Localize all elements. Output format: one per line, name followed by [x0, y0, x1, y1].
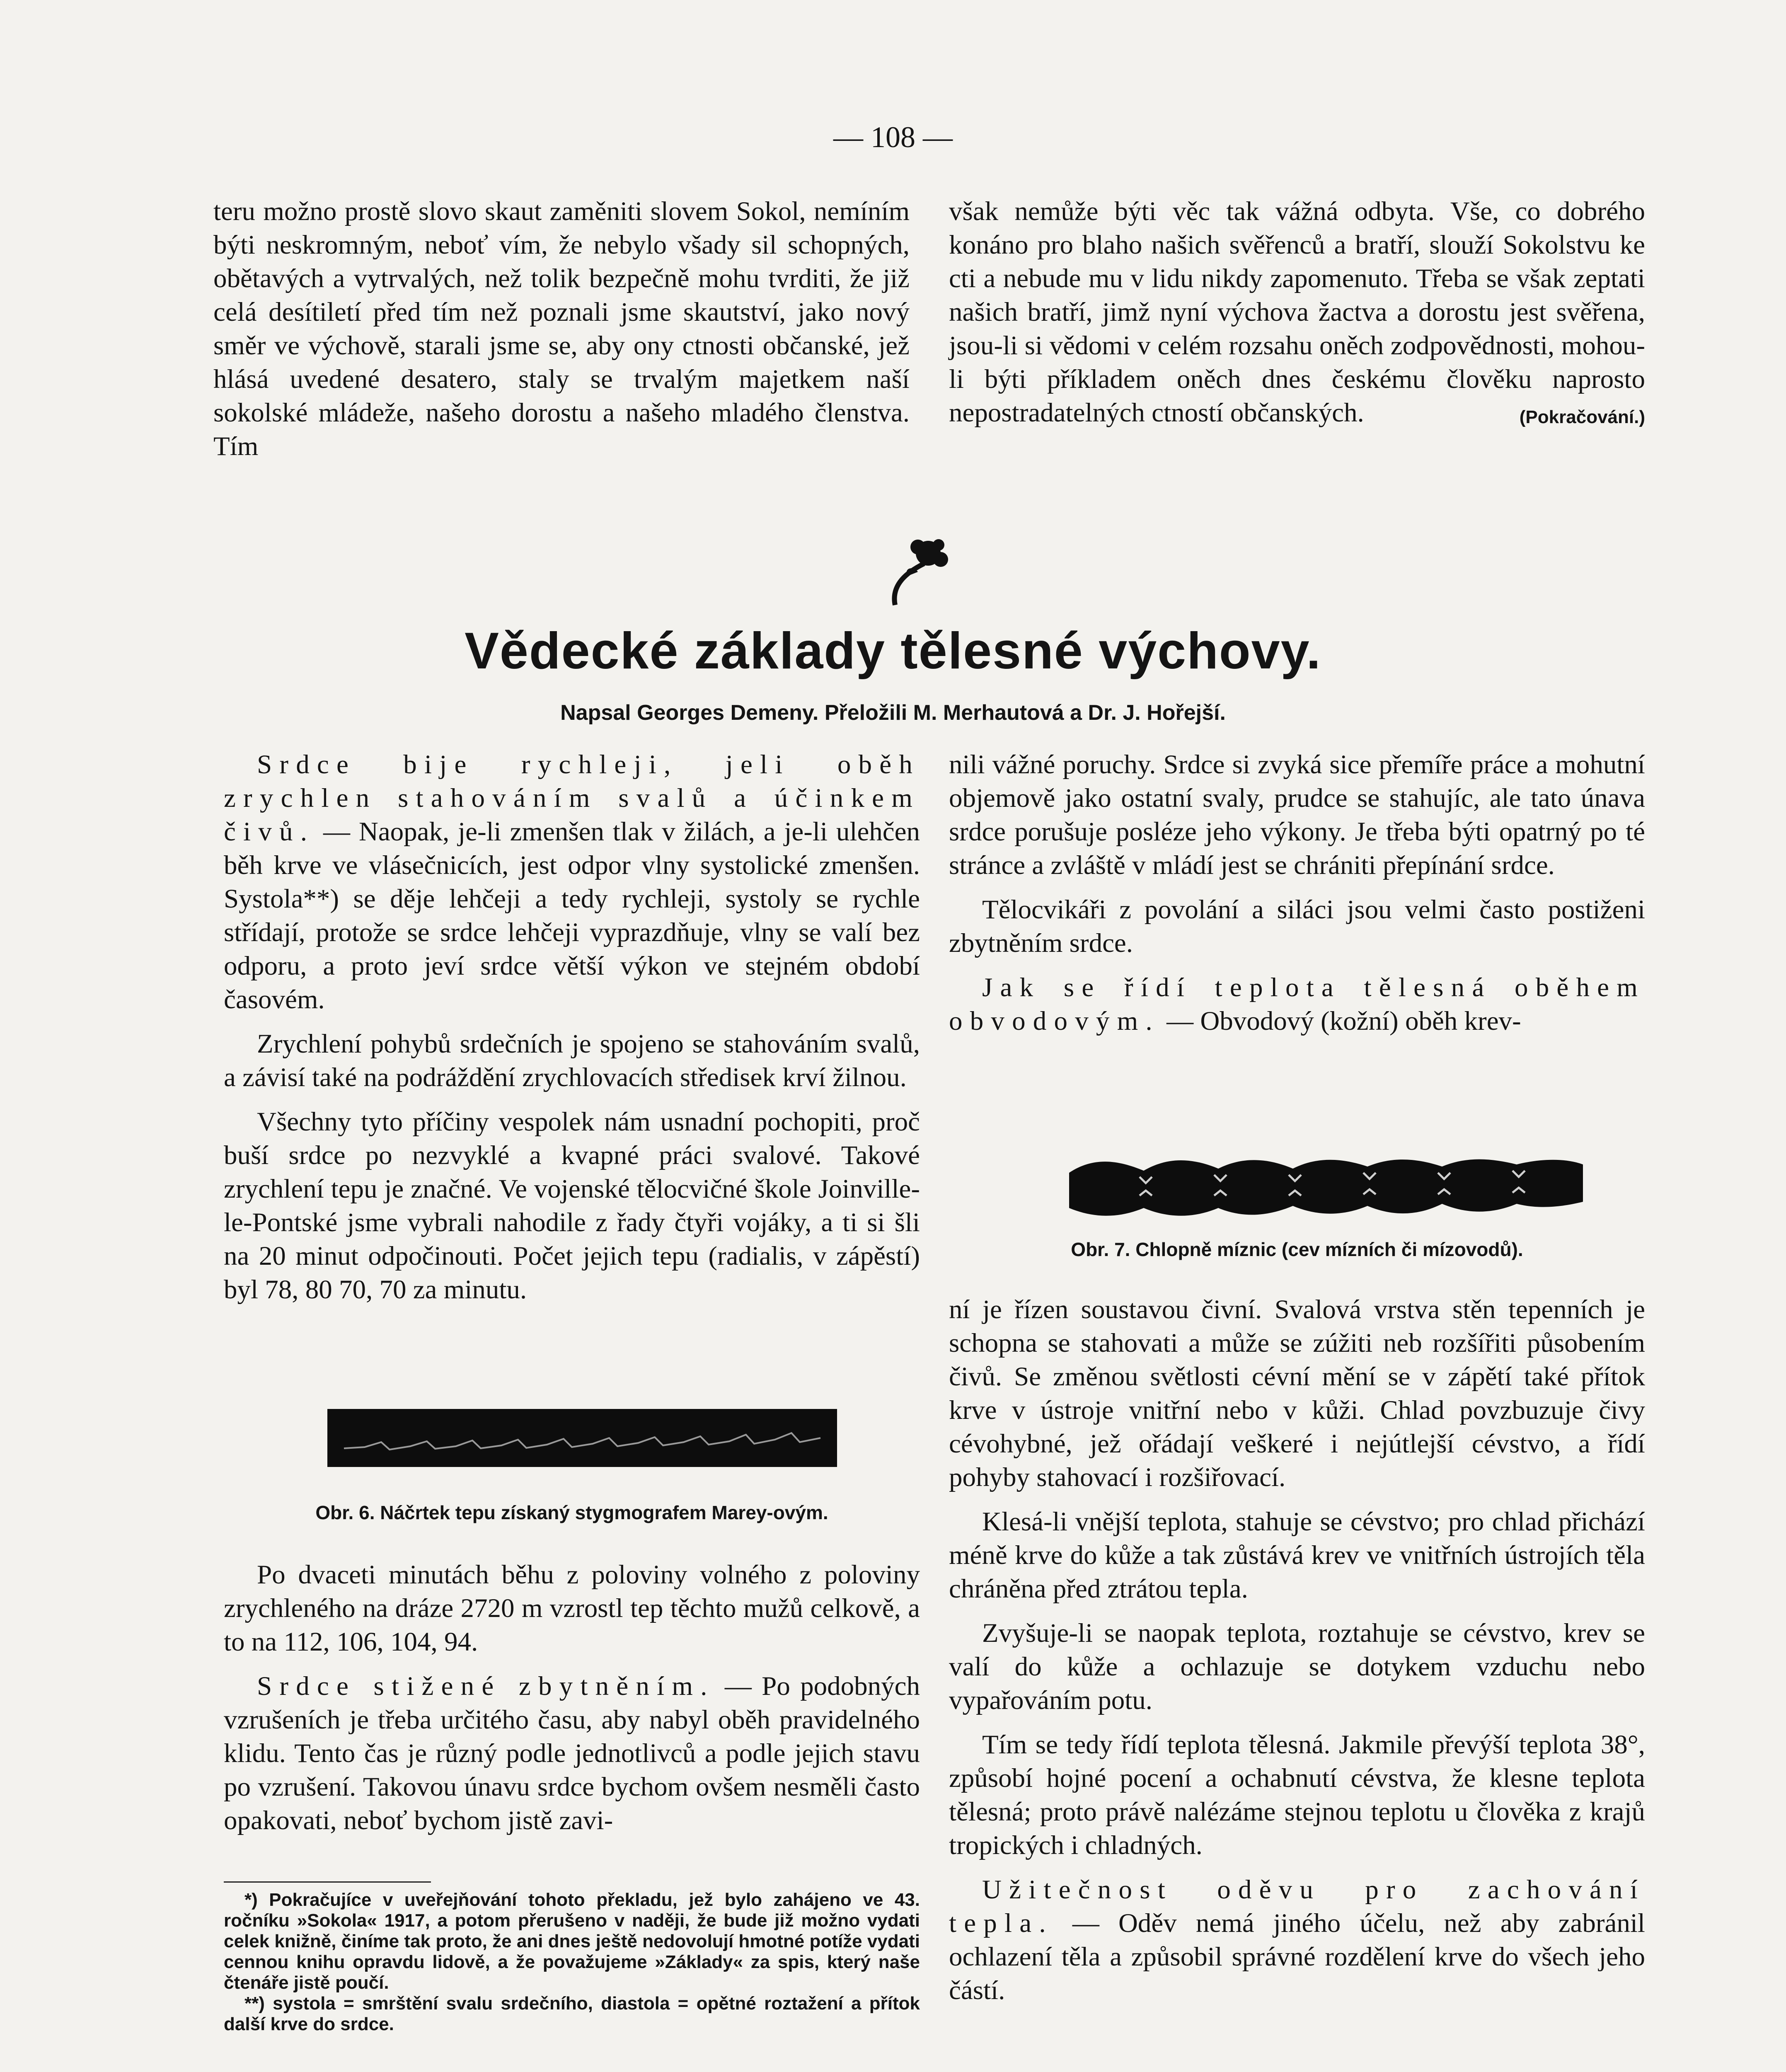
spaced-lead: Srdce stižené zbytněním.	[257, 1671, 715, 1701]
paragraph-heat: Zvyšuje-li se naopak teplota, roztahuje se cévstvo, krev se valí do kůže a ochlazuje se dotykem vzduchu nebo vypařováním potu.	[949, 1618, 1645, 1715]
article-right-column	[949, 748, 1645, 1049]
pulse-wave-icon	[327, 1409, 837, 1467]
paragraph-heart-rate	[224, 748, 920, 1017]
spaced-lead: Jak se řídí teplota tělesná oběhem obvodovým.	[949, 973, 1645, 1036]
paragraph-text: — Po podobných vzrušeních je třeba určitého času, aby nabyl oběh pravidelného klidu. Tento čas je různý podle jednotlivců a podle jejich stavu po vzrušení. Takovou únavu srdce bychom ovšem nesměli často opakovati, neboť bychom jistě zavi-	[224, 1671, 920, 1835]
figure-7-lymph-vessel	[1069, 1156, 1583, 1218]
article-left-column-lower	[224, 1558, 920, 1848]
footnotes	[224, 1890, 920, 2035]
paragraph-causes: Všechny tyto příčiny vespolek nám usnadní pochopiti, proč buší srdce po nezvyklé a kvapné práci svalové. Takové zrychlení tepu je značné. Ve vojenské tělocvičné škole Joinville-le-Pontské jsme vybrali nahodile z řady čtyři vojáky, a ti si šli na 20 minut odpočinouti. Počet jejich tepu (radialis, v zápěstí) byl 78, 80 70, 70 za minutu.	[224, 1107, 920, 1305]
paragraph-text: — Oděv nemá jiného účelu, než aby zabránil ochlazení těla a způsobil správné rozdělení krve do všech jeho částí.	[949, 1908, 1645, 2005]
figure-7-caption: Obr. 7. Chlopně míznic (cev mízních či mízovodů).	[1071, 1239, 1523, 1260]
paragraph-athletes: Tělocvikáři z povolání a siláci jsou velmi často postiženi zbytněním srdce.	[949, 895, 1645, 958]
paragraph-nervous-control: ní je řízen soustavou čivní. Svalová vrstva stěn tepenních je schopna se stahovati a může se zúžiti neb rozšířiti působením čivů. Se změnou světlosti cévní mění se v zápětí také přítok krve v ústroje vnitřní nebo v kůži. Chlad povzbuzuje čivy cévohybné, jež ořádají veškeré i nejútlejší cévstvo, a řídí pohyby stahovací i rozšiřovací.	[949, 1295, 1645, 1492]
figure-6-caption: Obr. 6. Náčrtek tepu získaný stygmografem Marey-ovým.	[315, 1502, 828, 1523]
paragraph-temperature	[949, 971, 1645, 1038]
paragraph-hypertrophy	[224, 1670, 920, 1837]
paragraph-acceleration: Zrychlení pohybů srdečních je spojeno se stahováním svalů, a závisí také na podráždění zrychlovacích středisek krví žilnou.	[224, 1029, 920, 1092]
prev-article-right-text: však nemůže býti věc tak vážná odbyta. Vše, co dobrého konáno pro blaho našich svěřenců a bratří, slouží Sokolstvu ke cti a nebude mu v lidu nikdy zapomenuto. Třeba se však zeptati našich bratří, jimž nyní výchova žactva a dorostu jest svěřena, jsou-li si vědomi v celém rozsahu oněch zodpovědnosti, mohou-li býti příkladem oněch dnes českému člověku naprosto nepostradatelných ctností občanských.	[949, 196, 1645, 428]
spaced-lead: Užitečnost oděvu pro zachování tepla.	[949, 1875, 1645, 1938]
figure-6-pulse-tracing	[327, 1409, 837, 1467]
article-right-column-lower	[949, 1293, 1645, 2018]
paragraph-strain: nili vážné poruchy. Srdce si zvyká sice přemíře práce a mohutní objemově jako ostatní svaly, prudce se stahujíc, ale tato únava srdce porušuje posléze jeho výkony. Je třeba býti opatrný po té stránce a zvláště v mládí jest se chrániti přepínání srdce.	[949, 750, 1645, 880]
footnote-1: *) Pokračujíce v uveřejňování tohoto překladu, jež bylo zahájeno ve 43. ročníku »Sokola« 1917, a potom přerušeno v naději, že bude již možno vydati celek knižně, činíme tak proto, že ani dnes ještě nedovolují hmotné potíže vydati cennou knihu opravdu lidově, a že považujeme »Základy« za spis, který naše čtenáře jistě poučí.	[224, 1890, 920, 1993]
article-title: Vědecké základy tělesné výchovy.	[465, 622, 1321, 680]
article-left-column	[224, 748, 920, 1317]
article-byline: Napsal Georges Demeny. Přeložili M. Merhautová a Dr. J. Hořejší.	[560, 701, 1226, 725]
spaced-lead: Srdce bije rychleji, jeli oběh zrychlen stahováním svalů a účinkem čivů.	[224, 750, 920, 847]
footnote-2: **) systola = smrštění svalu srdečního, diastola = opětné roztažení a přítok další krve do srdce.	[224, 1993, 920, 2034]
paragraph-clothing	[949, 1873, 1645, 2007]
paragraph-after-run: Po dvaceti minutách běhu z poloviny volného z poloviny zrychleného na dráze 2720 m vzrostl tep těchto mužů celkově, a to na 112, 106, 104, 94.	[224, 1560, 920, 1657]
footnote-rule	[224, 1881, 431, 1883]
paragraph-regulation: Tím se tedy řídí teplota tělesná. Jakmile převýší teplota 38°, způsobí hojné pocení a ochabnutí cévstva, že klesne teplota tělesná; proto právě nalézáme stejnou teplotu u člověka z krajů tropických i chladných.	[949, 1730, 1645, 1860]
prev-article-left-text: teru možno prostě slovo skaut zaměniti slovem Sokol, nemíním býti neskromným, neboť vím, že nebylo všady sil schopných, obětavých a vytrvalých, než tolik bezpečně mohu tvrditi, že již celá desítiletí před tím než poznali jsme skautství, jako nový směr ve výchově, starali jsme se, aby ony ctnosti občanské, jež hlásá uvedené desatero, staly se trvalým majetkem naší sokolské mládeže, našeho dorostu a našeho mladého členstva. Tím	[213, 196, 910, 461]
paragraph-text: — Obvodový (kožní) oběh krev-	[1159, 1006, 1521, 1036]
prev-article-left-column	[213, 195, 910, 474]
lymph-valves-icon	[1069, 1156, 1583, 1218]
page-number: — 108 —	[833, 121, 953, 154]
flower-ornament-icon	[878, 530, 961, 609]
prev-article-right-paragraph	[949, 195, 1645, 430]
prev-article-right-column	[949, 195, 1645, 441]
continued-label: (Pokračování.)	[1519, 407, 1645, 427]
paragraph-text: — Naopak, je-li zmenšen tlak v žilách, a je-li ulehčen běh krve ve vlásečnicích, jest odpor vlny systolické zmenšen. Systola**) se děje lehčeji a tedy rychleji, systoly se rychle střídají, protože se srdce lehčeji vyprazdňuje, vlny se valí bez odporu, a proto jeví srdce větší výkon ve stejném období časovém.	[224, 817, 920, 1014]
paragraph-cold: Klesá-li vnější teplota, stahuje se cévstvo; pro chlad přichází méně krve do kůže a tak zůstává krev ve vnitřních ústrojích těla chráněna před ztrátou tepla.	[949, 1507, 1645, 1604]
